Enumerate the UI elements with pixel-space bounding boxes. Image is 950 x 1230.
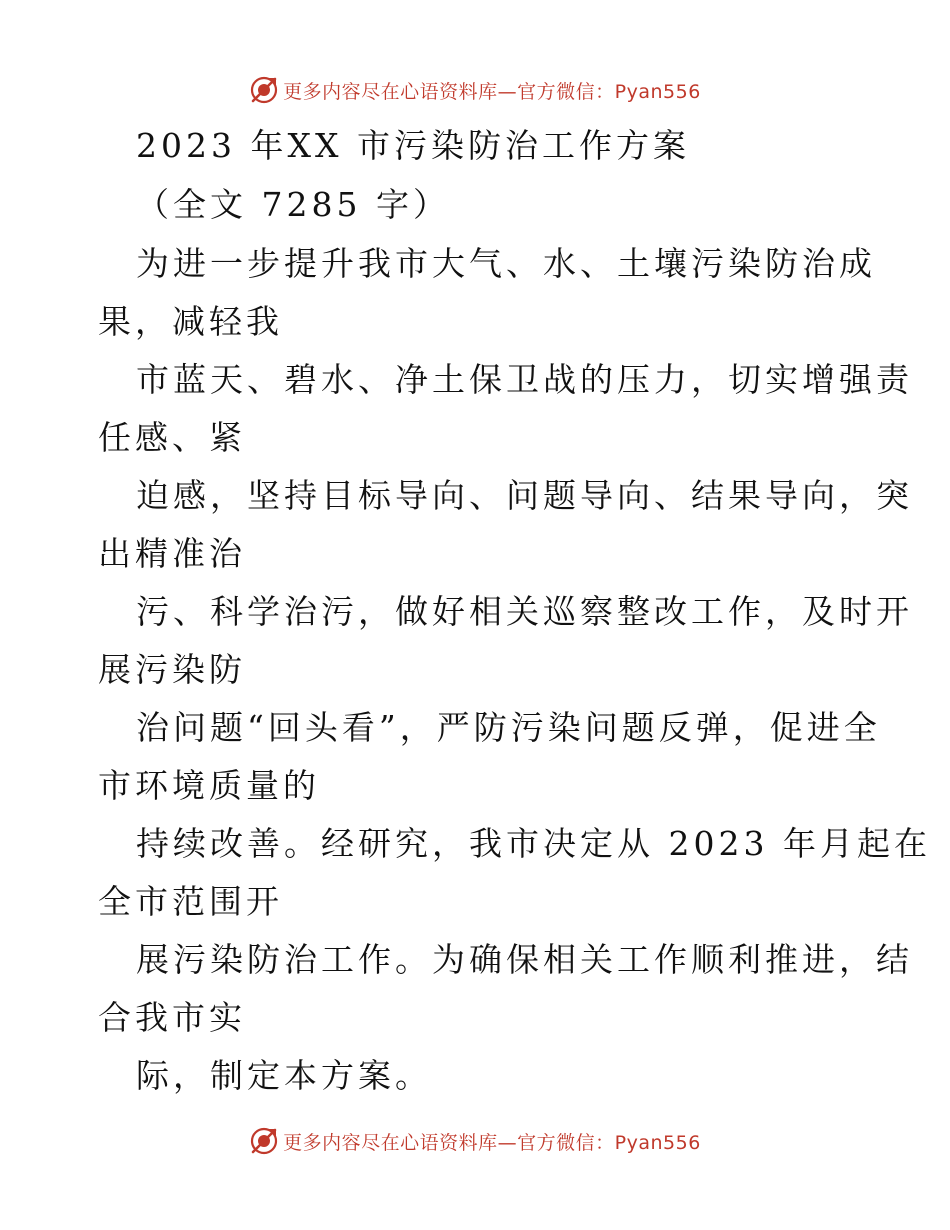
watermark-text xyxy=(283,1128,701,1155)
quill-seal-icon xyxy=(249,75,279,105)
document-subtitle: （全文 7285 字） xyxy=(136,185,450,224)
watermark-separator: — xyxy=(497,1131,518,1154)
watermark-brand: 更多内容尽在心语资料库 xyxy=(283,1131,498,1154)
paragraph-line: 任感、紧 xyxy=(98,418,246,457)
footer-watermark xyxy=(0,1121,950,1161)
paragraph-line: 市环境质量的 xyxy=(98,766,320,805)
paragraph-line: 合我市实 xyxy=(98,998,246,1037)
paragraph-line: 果，减轻我 xyxy=(98,302,283,341)
watermark-wechat: 官方微信：Pyan556 xyxy=(517,80,701,103)
paragraph-line: 为进一步提升我市大气、水、土壤污染防治成 xyxy=(136,244,876,283)
paragraph-line: 出精准治 xyxy=(98,534,246,573)
watermark-separator: — xyxy=(497,80,518,103)
quill-seal-icon xyxy=(249,1126,279,1156)
paragraph-line: 际，制定本方案。 xyxy=(136,1056,432,1095)
paragraph-line: 展污染防治工作。为确保相关工作顺利推进，结 xyxy=(136,940,913,979)
document-title: 2023 年XX 市污染防治工作方案 xyxy=(136,126,690,165)
paragraph-line: 治问题“回头看”，严防污染问题反弹，促进全 xyxy=(136,708,881,747)
paragraph-line: 持续改善。经研究，我市决定从 2023 年月起在 xyxy=(136,824,931,863)
watermark-brand: 更多内容尽在心语资料库 xyxy=(283,80,498,103)
paragraph-line: 展污染防 xyxy=(98,650,246,689)
paragraph-line: 市蓝天、碧水、净土保卫战的压力，切实增强责 xyxy=(136,360,913,399)
header-watermark xyxy=(0,70,950,110)
paragraph-line: 污、科学治污，做好相关巡察整改工作，及时开 xyxy=(136,592,913,631)
watermark-text xyxy=(283,77,701,104)
paragraph-line: 迫感，坚持目标导向、问题导向、结果导向，突 xyxy=(136,476,913,515)
paragraph-line: 全市范围开 xyxy=(98,882,283,921)
watermark-wechat: 官方微信：Pyan556 xyxy=(517,1131,701,1154)
